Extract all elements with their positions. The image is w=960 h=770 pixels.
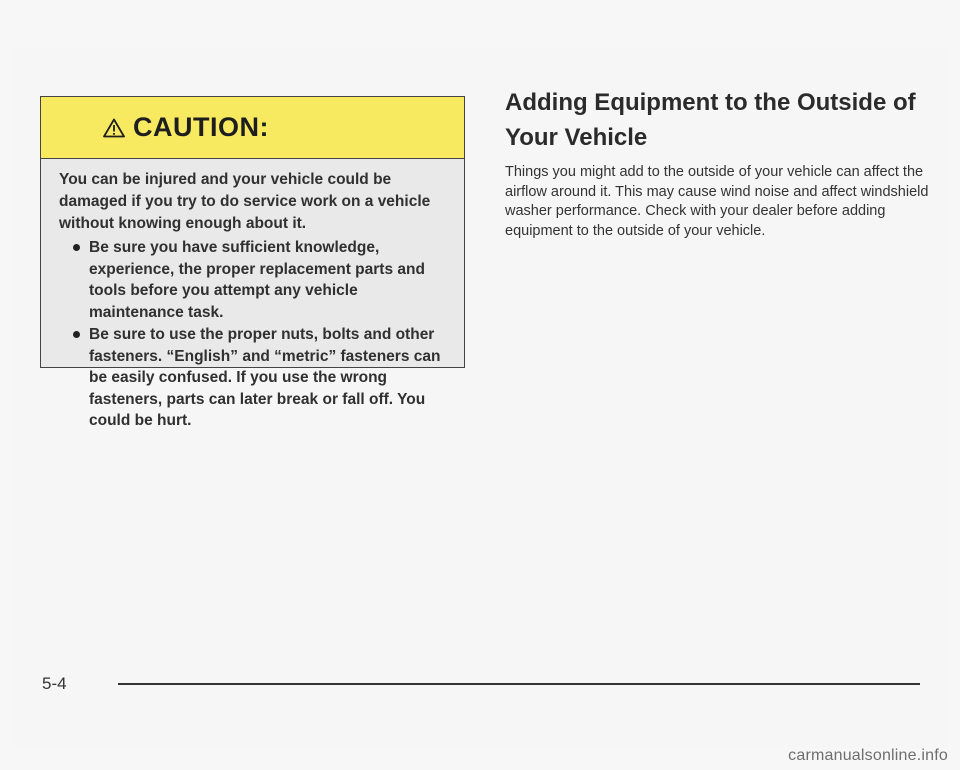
section-body-text: Things you might add to the outside of your vehicle can affect the airflow around it. This may cause wind noise and affect windshield washer performance. Check with your dealer before adding equipment to the outside of your vehicle. [505,164,929,239]
caution-bullet-text: Be sure you have sufficient knowledge, experience, the proper replacement parts and tools before you attempt any vehicle maintenance task. [89,239,425,321]
warning-triangle-icon [103,118,125,138]
caution-intro: You can be injured and your vehicle could be damaged if you try to do service work on a vehicle without knowing enough about it. [59,171,431,232]
caution-bullet-list [59,237,446,432]
footer-rule [118,683,920,685]
page-number: 5-4 [42,674,67,693]
caution-header [41,97,464,159]
bullet-icon [73,244,80,251]
caution-title: CAUTION: [133,112,269,142]
section-heading: Adding Equipment to the Outside of Your Vehicle [505,89,916,151]
caution-bullet-item [71,324,446,432]
caution-box [40,96,465,429]
caution-bullet-text: Be sure to use the proper nuts, bolts and other fasteners. “English” and “metric” fasteners can be easily confused. If you use the wrong fasteners, parts can later break or fall off. You could be hurt. [89,326,441,429]
caution-body [41,159,464,432]
watermark-link[interactable]: carmanualsonline.info [788,747,948,764]
bullet-icon [73,331,80,338]
caution-bullet-item [71,237,446,323]
